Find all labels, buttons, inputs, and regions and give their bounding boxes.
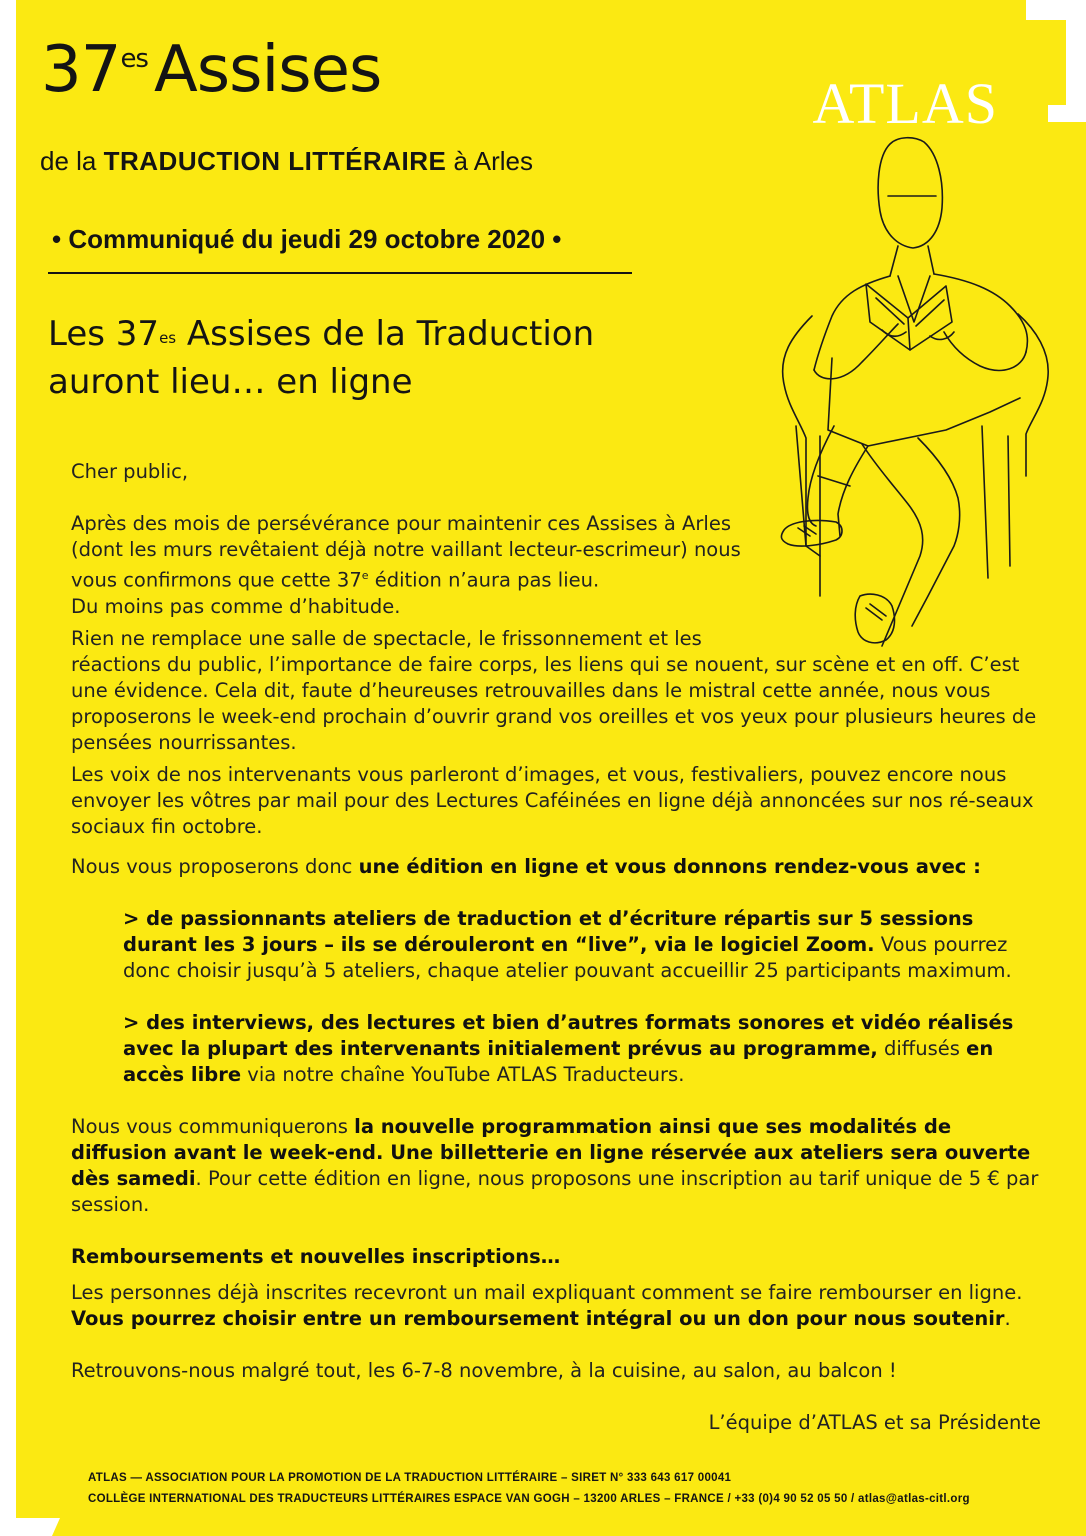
- page-title: Les $37^{es}$ Assises de la Traduction auront lieu… en ligne: [48, 314, 595, 402]
- footer-line-1: ATLAS — ASSOCIATION POUR LA PROMOTION DE LA TRADUCTION LITTÉRAIRE – SIRET N° 333 643 617 00041: [88, 1472, 732, 1484]
- greeting: Cher public,: [71, 460, 189, 483]
- bullet-interviews: > des interviews, des lectures et bien d’autres formats sonores et vidéo réalisés avec la plupart des intervenants initialement prévus au programme, diffusés en accès libre via notre chaîne YouTube ATLAS Traducteurs.: [123, 1010, 1014, 1086]
- communique-date: • Communiqué du jeudi 29 octobre 2020 •: [52, 224, 562, 254]
- event-subtitle: de la TRADUCTION LITTÉRAIRE à Arles: [40, 146, 534, 176]
- footer-line-2: COLLÈGE INTERNATIONAL DES TRADUCTEURS LITTÉRAIRES ESPACE VAN GOGH – 13200 ARLES – FRANCE / +33 (0)4 90 52 05 50 / atlas@atlas-citl.org: [88, 1493, 970, 1505]
- event-wordmark: [41, 33, 382, 107]
- signature: L’équipe d’ATLAS et sa Présidente: [708, 1410, 1041, 1434]
- event-title: Assises: [153, 33, 382, 107]
- paragraph-7: Retrouvons-nous malgré tout, les 6-7-8 novembre, à la cuisine, au salon, au balcon !: [71, 1358, 897, 1382]
- letter-body: [71, 459, 1041, 1436]
- section-subhead: Remboursements et nouvelles inscriptions…: [71, 1244, 561, 1268]
- divider: [48, 272, 632, 274]
- footer-legal: [88, 1468, 970, 1510]
- paragraph-4: Nous vous proposerons donc une édition en ligne et vous donnons rendez-vous avec :: [71, 854, 981, 878]
- paragraph-5: Nous vous communiquerons la nouvelle programmation ainsi que ses modalités de diffusion avant le week-end. Une billetterie en ligne réservée aux ateliers sera ouverte dès samedi. Pour cette édition en ligne, nous proposons une inscription au tarif unique de 5 € par session.: [71, 1114, 1039, 1216]
- edition-suffix: es: [120, 44, 148, 74]
- press-release-page: [16, 0, 1086, 1536]
- corner-bracket-decoration: [1026, 0, 1086, 122]
- edition-number: 37: [41, 33, 121, 107]
- paragraph-1: Après des mois de persévérance pour maintenir ces Assises à Arles (dont les murs revêtaient déjà notre vaillant lecteur-escrimeur) nous vous confirmons que cette 37e édition n’aura pas lieu. Du moins pas comme d’habitude.: [71, 512, 741, 618]
- bullet-workshops: > de passionnants ateliers de traduction et d’écriture répartis sur 5 sessions durant les 3 jours – ils se dérouleront en “live”, via le logiciel Zoom. Vous pourrez donc choisir jusqu’à 5 ateliers, chaque atelier pouvant accueillir 25 participants maximum.: [123, 906, 1012, 982]
- corner-bracket-bottom-decoration: [0, 1406, 70, 1536]
- atlas-logo: ATLAS: [812, 71, 998, 136]
- paragraph-6: Les personnes déjà inscrites recevront un mail expliquant comment se faire rembourser en ligne. Vous pourrez choisir entre un remboursement intégral ou un don pour nous soutenir.: [71, 1280, 1023, 1330]
- paragraph-2: Rien ne remplace une salle de spectacle, le frissonnement et les réactions du public, l’importance de faire corps, les liens qui se nouent, sur scène et en off. C’est une évidence. Cela dit, faute d’heureuses retrouvailles dans le mistral cette année, nous vous proposerons le week-end prochain d’ouvrir grand vos oreilles et vos yeux pour plusieurs heures de pensées nourrissantes.: [71, 626, 1037, 754]
- paragraph-3: Les voix de nos intervenants vous parleront d’images, et vous, festivaliers, pouvez encore nous envoyer les vôtres par mail pour des Lectures Caféinées en ligne déjà annoncées sur nos ré-seaux sociaux fin octobre.: [71, 762, 1034, 838]
